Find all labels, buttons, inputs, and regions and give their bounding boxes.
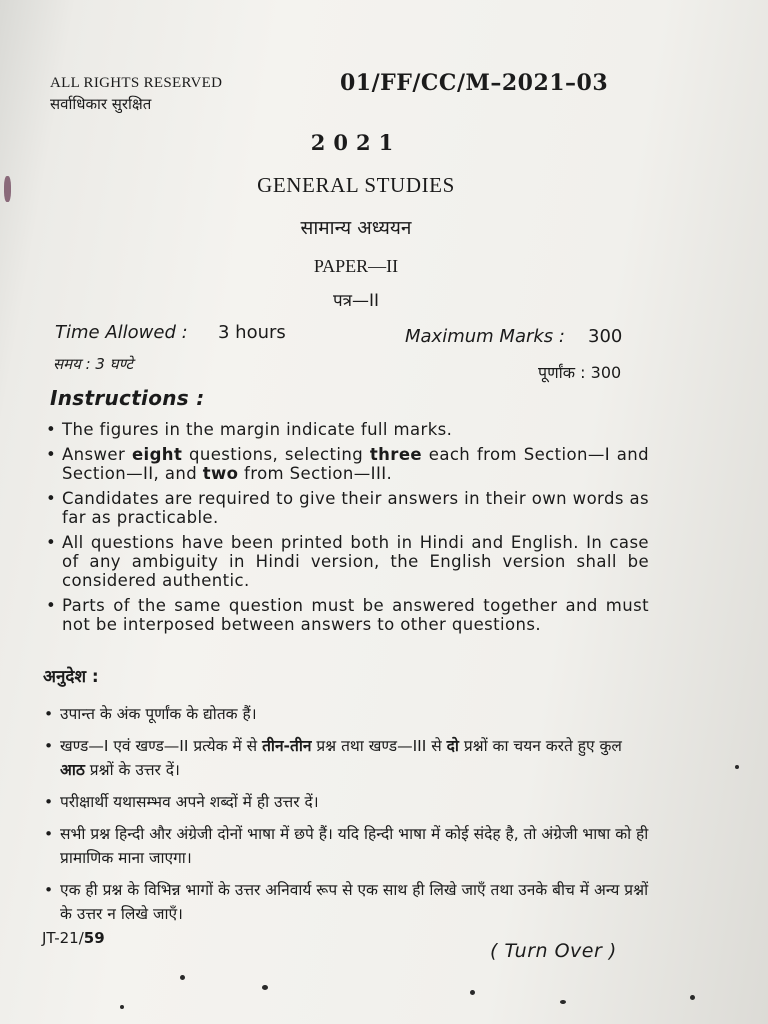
emphasis-text: eight (131, 445, 183, 464)
instruction-text: from Section—III. (238, 464, 393, 483)
instruction-item (44, 489, 649, 527)
instruction-item (44, 822, 649, 870)
instruction-text: The figures in the margin indicate full marks. (62, 420, 453, 439)
turn-over-note: ( Turn Over ) (490, 940, 617, 962)
subject-title-en: GENERAL STUDIES (257, 173, 455, 197)
footer-code (42, 929, 105, 947)
instruction-item (44, 734, 649, 782)
instruction-text: परीक्षार्थी यथासम्भव अपने शब्दों में ही उत्तर दें। (60, 793, 319, 811)
print-speck (262, 985, 268, 990)
instruction-item (44, 596, 649, 634)
rights-reserved-en: ALL RIGHTS RESERVED (50, 75, 223, 91)
maximum-marks-hi: पूर्णांक : 300 (538, 363, 622, 382)
instruction-item (44, 702, 649, 726)
paper-code: 01/FF/CC/M–2021–03 (340, 70, 609, 96)
emphasis-text: दो (446, 737, 459, 755)
instruction-item (44, 420, 649, 439)
emphasis-text: two (202, 464, 239, 483)
print-speck (690, 995, 695, 1000)
instruction-text: सभी प्रश्न हिन्दी और अंग्रेजी दोनों भाषा में छपे हैं। यदि हिन्दी भाषा में कोई संदेह है, तो अंग्रेजी भाषा को ही प्रामाणिक माना जाएगा। (60, 825, 649, 867)
print-speck (120, 1005, 124, 1009)
emphasis-text: आठ (60, 761, 85, 779)
instruction-text: प्रश्नों का चयन करते हुए कुल (458, 737, 622, 755)
instructions-heading-en: Instructions : (50, 386, 205, 410)
instructions-list-en (44, 420, 649, 640)
subject-title-hi: सामान्य अध्ययन (300, 217, 412, 239)
instruction-text: एक ही प्रश्न के विभिन्न भागों के उत्तर अनिवार्य रूप से एक साथ ही लिखे जाएँ तथा उनके बीच में अन्य प्रश्नों के उत्तर न लिखे जाएँ। (60, 881, 649, 923)
instruction-text: Answer (62, 445, 132, 464)
instruction-item (44, 878, 649, 926)
paper-number-hi: पत्र—II (332, 291, 380, 311)
paper-number-en: PAPER—II (313, 256, 399, 276)
maximum-marks-label: Maximum Marks : (405, 326, 565, 347)
emphasis-text: तीन-तीन (262, 737, 312, 755)
print-speck (735, 765, 739, 769)
instruction-item (44, 445, 649, 483)
emphasis-text: three (369, 445, 422, 464)
exam-year: 2021 (310, 130, 402, 155)
instruction-text: each from Section—I and Section—II, and (62, 445, 649, 483)
instruction-text: उपान्त के अंक पूर्णांक के द्योतक हैं। (60, 705, 257, 723)
print-speck (470, 990, 475, 995)
instruction-item (44, 790, 649, 814)
instruction-text: प्रश्नों के उत्तर दें। (84, 761, 180, 779)
time-allowed-value: 3 hours (218, 322, 286, 343)
instruction-text: Parts of the same question must be answered together and must not be interposed between answers to other questions. (62, 596, 649, 634)
instructions-list-hi (44, 702, 649, 934)
print-speck (180, 975, 185, 980)
instruction-text: questions, selecting (182, 445, 370, 464)
instruction-text: प्रश्न तथा खण्ड—III से (311, 737, 447, 755)
maximum-marks-value: 300 (588, 326, 623, 347)
instruction-text: खण्ड—I एवं खण्ड—II प्रत्येक में से (60, 737, 263, 755)
print-speck (560, 1000, 566, 1004)
instruction-text: All questions have been printed both in Hindi and English. In case of any ambiguity in Hindi version, the English version shall be considered authentic. (62, 533, 649, 590)
instructions-heading-hi: अनुदेश : (43, 667, 99, 687)
footer-code-number: 59 (83, 929, 105, 947)
time-allowed-label: Time Allowed : (55, 322, 188, 343)
instruction-text: Candidates are required to give their answers in their own words as far as practicable. (62, 489, 649, 527)
instruction-item (44, 533, 649, 590)
rights-reserved-hi: सर्वाधिकार सुरक्षित (50, 95, 152, 113)
edge-mark (4, 176, 11, 202)
time-allowed-hi: समय : 3 घण्टे (53, 355, 134, 373)
footer-code-prefix: JT-21/ (42, 929, 84, 947)
